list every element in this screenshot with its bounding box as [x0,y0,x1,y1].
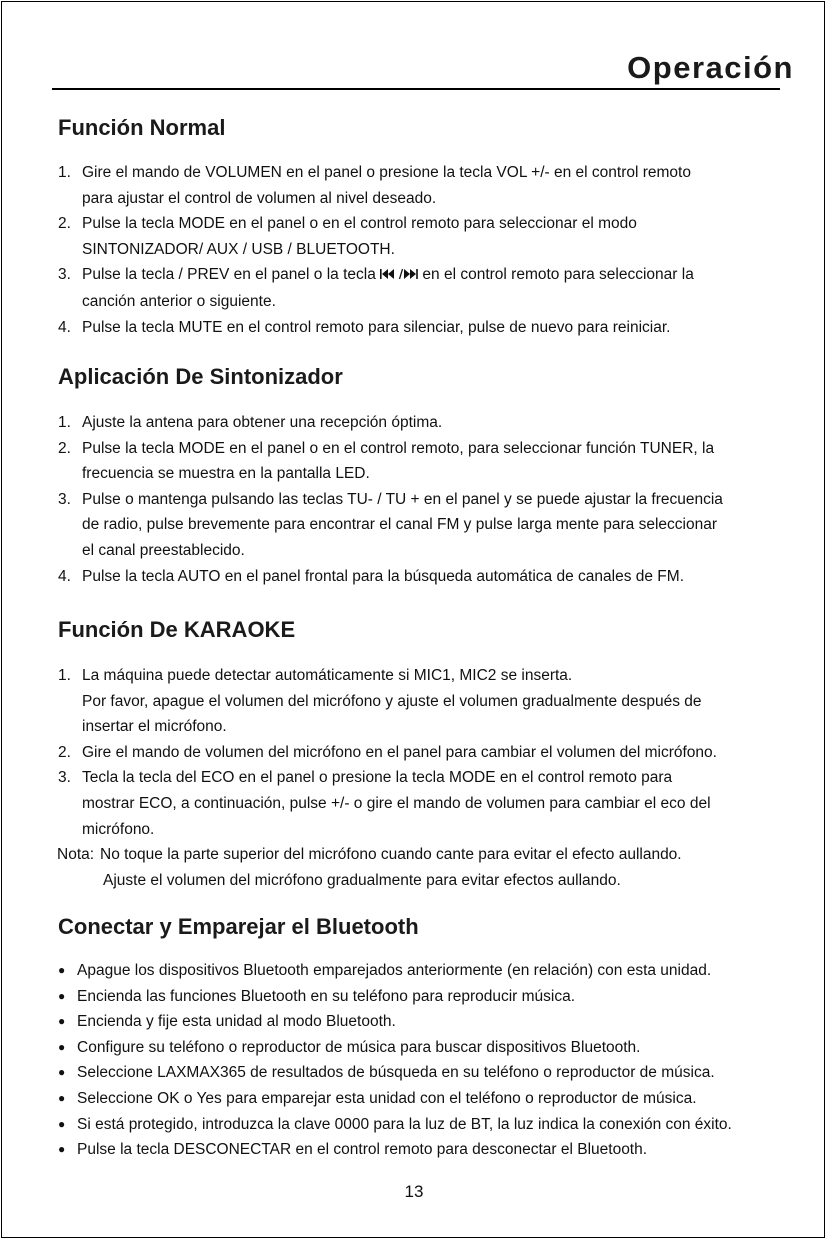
item-text: Pulse o mantenga pulsando las teclas TU- / TU + en el panel y se puede ajustar la frecuencia [82,490,723,508]
item-text: Pulse la tecla DESCONECTAR en el control remoto para desconectar el Bluetooth. [77,1141,648,1159]
bullet-icon: ● [58,963,66,977]
item-text: Seleccione LAXMAX365 de resultados de búsqueda en su teléfono o reproductor de música. [77,1064,715,1082]
item-text: Pulse la tecla MODE en el panel o en el control remoto para seleccionar el modo [82,215,637,233]
list-item [58,160,808,211]
section-tuner [58,364,808,589]
bullet-icon: ● [58,988,66,1003]
item-text: Apague los dispositivos Bluetooth emparejados anteriormente (en relación) con esta unidad. [77,962,712,979]
item-text: Pulse la tecla MUTE en el control remoto para silenciar, pulse de nuevo para reiniciar. [82,318,671,336]
section-title-karaoke: Función De KARAOKE [58,617,296,642]
item-text: Ajuste la antena para obtener una recepción óptima. [82,414,443,431]
item-number: 3. [58,266,71,284]
prev-next-icon [380,263,418,289]
item-number: 2. [58,215,71,233]
item-text: Encienda y fije esta unidad al modo Bluetooth. [77,1013,396,1031]
item-text: Pulse la tecla MODE en el panel o en el control remoto, para seleccionar función TUNER, la [82,439,715,457]
note-text: Ajuste el volumen del micrófono gradualmente para evitar efectos aullando. [103,871,621,889]
item-text: canción anterior o siguiente. [82,292,276,310]
item-text: Configure su teléfono o reproductor de música para buscar dispositivos Bluetooth. [77,1038,641,1056]
bullet-icon: ● [58,1090,66,1105]
item-number: 1. [58,414,71,431]
item-text: el canal preestablecido. [82,541,245,559]
karaoke-note [57,842,808,893]
item-text: Pulse la tecla / PREV en el panel o la tecla [82,266,381,284]
item-text: La máquina puede detectar automáticamente si MIC1, MIC2 se inserta. [82,667,573,684]
list-item [58,740,808,766]
item-number: 2. [58,439,71,457]
list-item [58,1060,808,1086]
item-number: 1. [58,667,71,684]
list-item [58,211,808,262]
list-item [58,663,808,740]
list-item [58,315,808,341]
item-text: Gire el mando de VOLUMEN en el panel o presione la tecla VOL +/- en el control remoto [82,164,691,181]
page-number: 13 [404,1182,424,1201]
list-item [58,1137,808,1163]
item-text: Gire el mando de volumen del micrófono en el panel para cambiar el volumen del micrófono. [82,743,717,761]
item-text: de radio, pulse brevemente para encontrar el canal FM y pulse larga mente para seleccionar [82,516,717,534]
tuner-list [58,410,808,589]
item-number: 4. [58,567,71,585]
list-item [58,765,808,842]
item-text: Encienda las funciones Bluetooth en su teléfono para reproducir música. [77,987,576,1005]
list-item [58,262,808,314]
item-number: 3. [58,769,71,787]
section-title-normal: Función Normal [58,115,226,140]
karaoke-list [58,663,808,842]
item-text: SINTONIZADOR/ AUX / USB / BLUETOOTH. [82,240,395,258]
bullet-icon: ● [58,1039,66,1054]
item-number: 3. [58,490,71,508]
item-number: 2. [58,743,71,761]
section-normal [58,115,808,340]
item-text: mostrar ECO, a continuación, pulse +/- o gire el mando de volumen para cambiar el eco del [82,794,711,812]
list-item [58,410,808,436]
item-text: Si está protegido, introduzca la clave 0000 para la luz de BT, la luz indica la conexión con éxito. [77,1115,732,1133]
item-number: 4. [58,318,71,336]
section-title-tuner: Aplicación De Sintonizador [58,364,343,389]
page-title: Operación [627,50,794,85]
item-number: 1. [58,164,71,181]
list-item [58,1086,808,1112]
item-text: Seleccione OK o Yes para emparejar esta unidad con el teléfono o reproductor de música. [77,1089,697,1107]
bullet-icon: ● [58,1116,66,1131]
item-text: Por favor, apague el volumen del micrófono y ajuste el volumen gradualmente después de [82,692,702,710]
list-item [58,564,808,590]
section-karaoke [58,617,808,893]
note-text: No toque la parte superior del micrófono cuando cante para evitar el efecto aullando. [100,846,682,864]
section-title-bluetooth: Conectar y Emparejar el Bluetooth [58,914,419,939]
bluetooth-list [58,958,808,1163]
bullet-icon: ● [58,1065,66,1080]
list-item [58,1009,808,1035]
title-rule [52,88,780,90]
item-text: Tecla la tecla del ECO en el panel o presione la tecla MODE en el control remoto para [82,769,673,787]
item-text: frecuencia se muestra en la pantalla LED. [82,465,370,483]
item-text: en el control remoto para seleccionar la [418,266,694,284]
list-item [58,984,808,1010]
list-item [58,436,808,487]
item-text: Pulse la tecla AUTO en el panel frontal para la búsqueda automática de canales de FM. [82,567,684,585]
section-bluetooth [58,914,808,1163]
list-item [58,1035,808,1061]
list-item [58,1112,808,1138]
list-item [58,958,808,984]
item-text: micrófono. [82,820,155,838]
bullet-icon: ● [58,1142,66,1157]
item-text: para ajustar el control de volumen al nivel deseado. [82,189,437,207]
normal-list [58,160,808,340]
note-label: Nota: [57,846,95,864]
list-item [58,487,808,564]
item-text: insertar el micrófono. [82,718,227,736]
bullet-icon: ● [58,1014,66,1029]
